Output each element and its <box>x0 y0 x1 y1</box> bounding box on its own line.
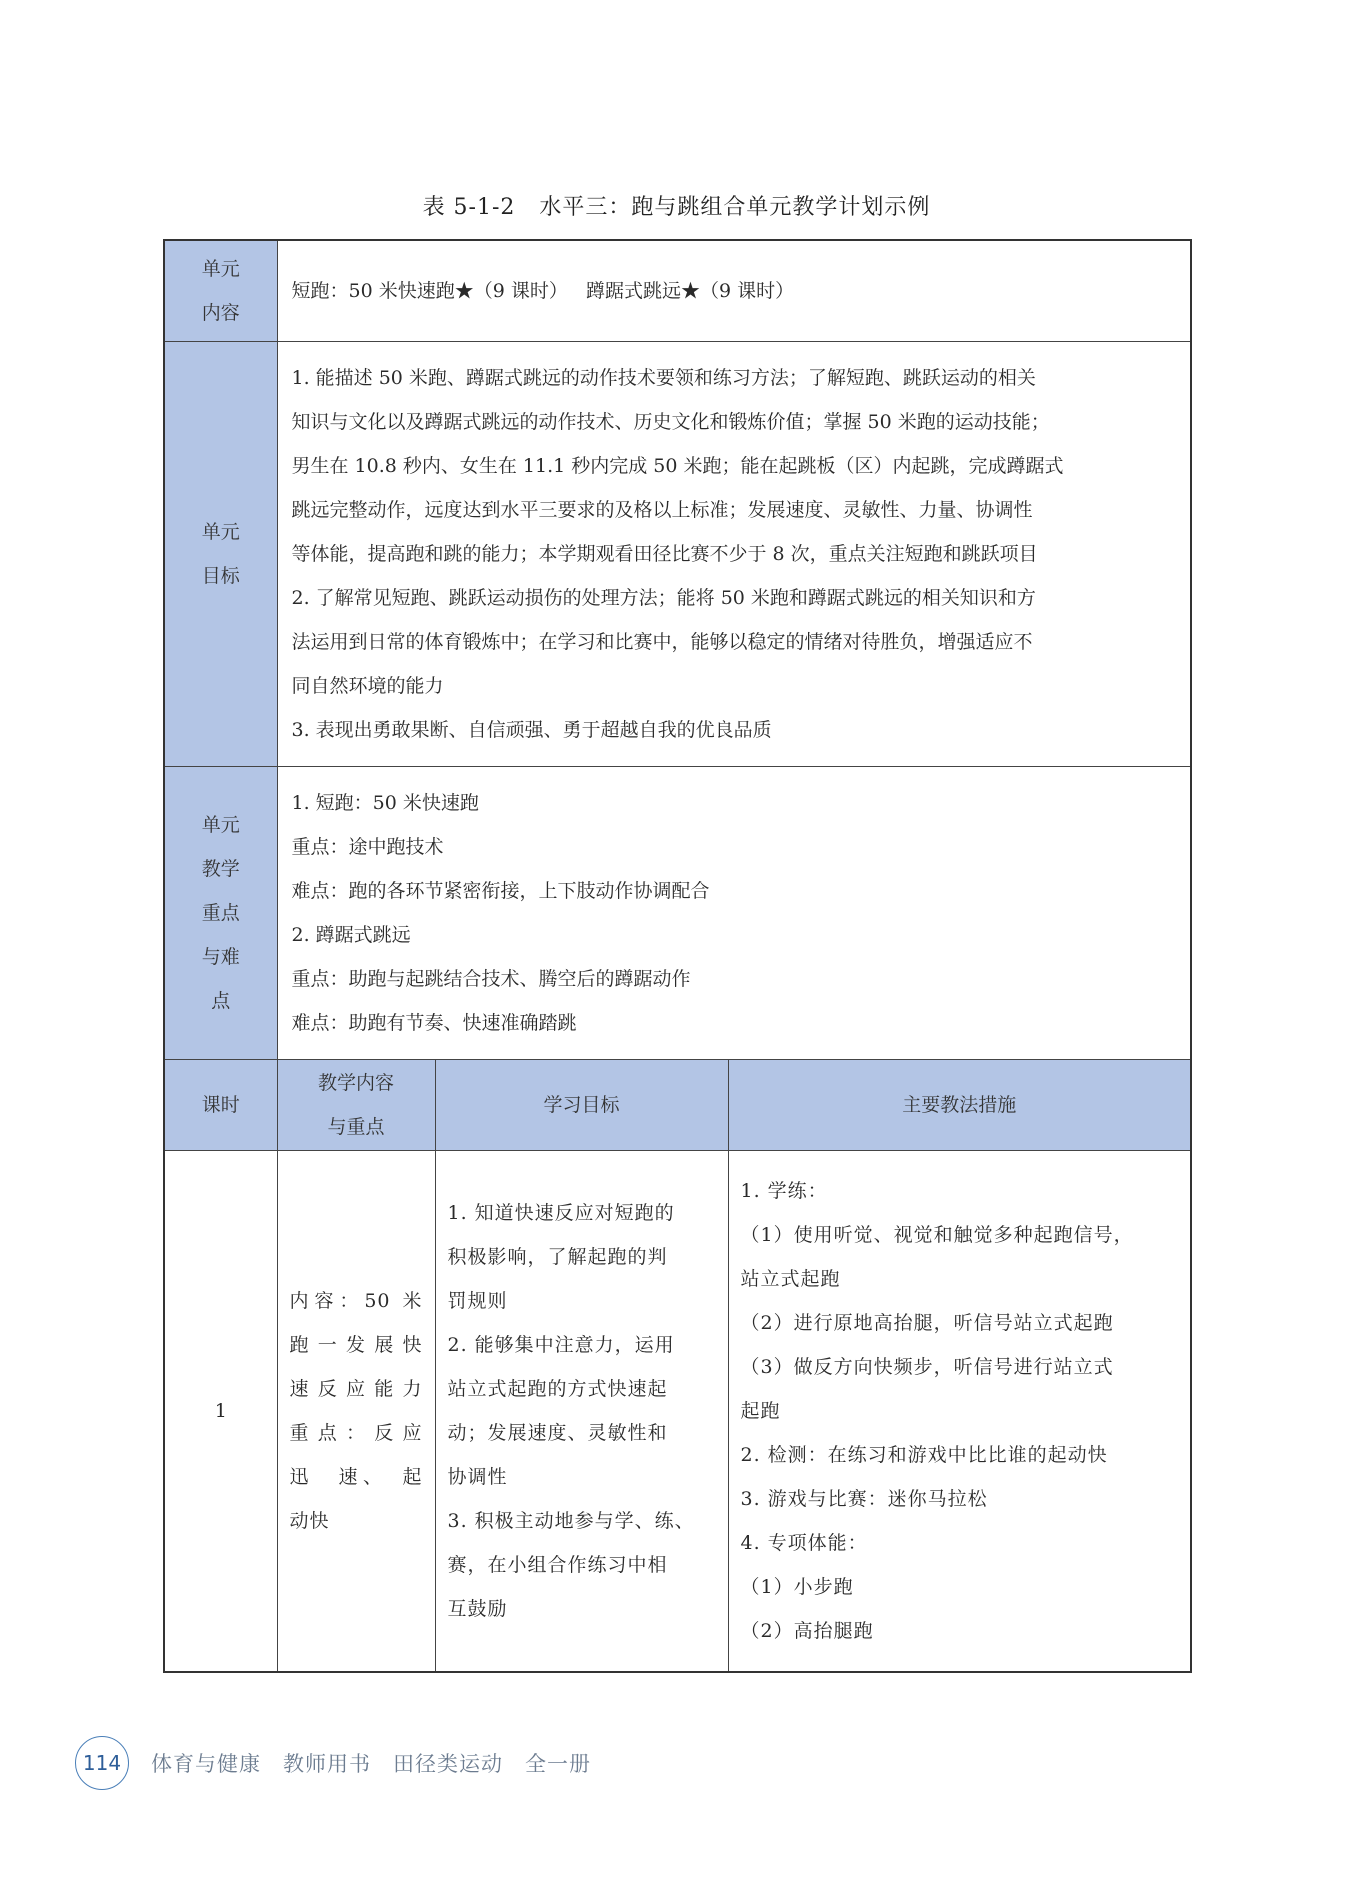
unit-goals-text: 1. 能描述 50 米跑、蹲踞式跳远的动作技术要领和练习方法；了解短跑、跳跃运动的相关 知识与文化以及蹲踞式跳远的动作技术、历史文化和锻炼价值；掌握 50 米跑的运动技能； 男生在 10.8 秒内、女生在 11.1 秒内完成 50 米跑；能在起跳板（区）内起跳，完成蹲踞式 跳远完整动作，远度达到水平三要求的及格以上标准；发展速度、灵敏性、力量、协调性 等体能，提高跑和跳的能力；本学期观看田径比赛不少于 8 次，重点关注短跑和跳跃项目 2. 了解常见短跑、跳跃运动损伤的处理方法；能将 50 米跑和蹲踞式跳远的相关知识和方 法运用到日常的体育锻炼中；在学习和比赛中，能够以稳定的情绪对待胜负，增强适应不 同自然环境的能力 3. 表现出勇敢果断、自信顽强、勇于超越自我的优良品质 <box>277 342 1191 767</box>
lesson-content: 内容：50 米 跑一发展快 速反应能力 重点：反应 迅 速、 起 动快 <box>277 1151 435 1673</box>
header-content: 教学内容 与重点 <box>277 1060 435 1151</box>
page-footer <box>75 1735 591 1791</box>
header-lesson-number: 课时 <box>164 1060 277 1151</box>
table-number: 表 5-1-2 <box>422 195 516 220</box>
lesson-number: 1 <box>164 1151 277 1673</box>
table-title-text: 水平三：跑与跳组合单元教学计划示例 <box>539 195 931 220</box>
unit-content-label: 单元 内容 <box>164 240 277 342</box>
lesson-methods: 1. 学练： （1）使用听觉、视觉和触觉多种起跑信号， 站立式起跑 （2）进行原地高抬腿，听信号站立式起跑 （3）做反方向快频步，听信号进行站立式 起跑 2. 检测：在练习和游戏中比比谁的起动快 3. 游戏与比赛：迷你马拉松 4. 专项体能： （1）小步跑 （2）高抬腿跑 <box>728 1151 1191 1673</box>
unit-goals-label: 单元 目标 <box>164 342 277 767</box>
header-learning-goals: 学习目标 <box>435 1060 728 1151</box>
unit-key-points-row <box>164 767 1191 1060</box>
lesson-row <box>164 1151 1191 1673</box>
unit-key-points-text: 1. 短跑：50 米快速跑 重点：途中跑技术 难点：跑的各环节紧密衔接，上下肢动作协调配合 2. 蹲踞式跳远 重点：助跑与起跳结合技术、腾空后的蹲踞动作 难点：助跑有节奏、快速准确踏跳 <box>277 767 1191 1060</box>
lesson-header-row <box>164 1060 1191 1151</box>
page-number: 114 <box>75 1736 129 1790</box>
unit-content-row <box>164 240 1191 342</box>
header-teaching-methods: 主要教法措施 <box>728 1060 1191 1151</box>
book-title: 体育与健康 教师用书 田径类运动 全一册 <box>151 1752 591 1776</box>
lesson-goals: 1. 知道快速反应对短跑的 积极影响，了解起跑的判 罚规则 2. 能够集中注意力，运用 站立式起跑的方式快速起 动；发展速度、灵敏性和 协调性 3. 积极主动地参与学、练、 赛，在小组合作练习中相 互鼓励 <box>435 1151 728 1673</box>
table-title <box>0 190 1353 221</box>
unit-goals-row <box>164 342 1191 767</box>
unit-content-text: 短跑：50 米快速跑★（9 课时） 蹲踞式跳远★（9 课时） <box>277 240 1191 342</box>
unit-plan-table <box>163 239 1192 1673</box>
unit-key-points-label: 单元 教学 重点 与难 点 <box>164 767 277 1060</box>
